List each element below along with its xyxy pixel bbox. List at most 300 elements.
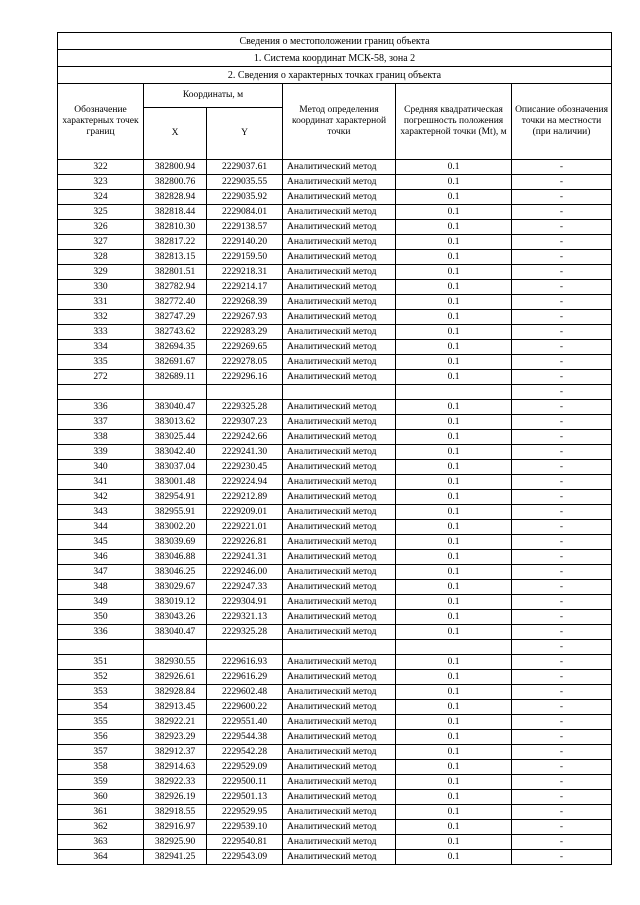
cell-point-id: 340 [58, 460, 144, 475]
cell-method: Аналитический метод [283, 700, 396, 715]
cell-point-id: 327 [58, 235, 144, 250]
cell-accuracy: 0.1 [396, 235, 512, 250]
cell-x: 382694.35 [144, 340, 207, 355]
cell-method: Аналитический метод [283, 400, 396, 415]
cell-y: 2229268.39 [207, 295, 283, 310]
table-row [58, 775, 612, 790]
cell-description: - [512, 730, 612, 745]
cell-x: 382923.29 [144, 730, 207, 745]
cell-accuracy: 0.1 [396, 250, 512, 265]
table-row [58, 580, 612, 595]
cell-x: 382772.40 [144, 295, 207, 310]
cell-accuracy: 0.1 [396, 745, 512, 760]
cell-method: Аналитический метод [283, 220, 396, 235]
cell-description: - [512, 430, 612, 445]
cell-point-id: 362 [58, 820, 144, 835]
table-row [58, 610, 612, 625]
table-row [58, 400, 612, 415]
table-row [58, 340, 612, 355]
cell-method: Аналитический метод [283, 175, 396, 190]
cell-x: 382922.33 [144, 775, 207, 790]
cell-point-id: 348 [58, 580, 144, 595]
cell-accuracy: 0.1 [396, 325, 512, 340]
cell-method: Аналитический метод [283, 730, 396, 745]
table-row [58, 565, 612, 580]
cell-description: - [512, 340, 612, 355]
cell-method: Аналитический метод [283, 760, 396, 775]
table-row [58, 520, 612, 535]
cell-description: - [512, 535, 612, 550]
table-row [58, 235, 612, 250]
cell-point-id: 345 [58, 535, 144, 550]
cell-point-id: 336 [58, 625, 144, 640]
cell-y: 2229304.91 [207, 595, 283, 610]
cell-y: 2229242.66 [207, 430, 283, 445]
cell-x: 383043.26 [144, 610, 207, 625]
cell-x: 382913.45 [144, 700, 207, 715]
cell-y: 2229529.09 [207, 760, 283, 775]
cell-point-id: 357 [58, 745, 144, 760]
section-heading: 2. Сведения о характерных точках границ объекта [58, 67, 612, 84]
cell-x: 382928.84 [144, 685, 207, 700]
cell-accuracy: 0.1 [396, 190, 512, 205]
cell-description: - [512, 325, 612, 340]
cell-accuracy: 0.1 [396, 670, 512, 685]
col-header-x: X [144, 108, 207, 160]
cell-method: Аналитический метод [283, 370, 396, 385]
cell-accuracy: 0.1 [396, 700, 512, 715]
cell-point-id: 360 [58, 790, 144, 805]
table-row [58, 310, 612, 325]
cell-point-id: 336 [58, 400, 144, 415]
cell-method: Аналитический метод [283, 775, 396, 790]
cell-method: Аналитический метод [283, 445, 396, 460]
cell-description: - [512, 220, 612, 235]
cell-method: Аналитический метод [283, 625, 396, 640]
cell-description: - [512, 445, 612, 460]
cell-point-id: 341 [58, 475, 144, 490]
cell-point-id: 359 [58, 775, 144, 790]
cell-x: 382925.90 [144, 835, 207, 850]
cell-description: - [512, 355, 612, 370]
cell-x: 382810.30 [144, 220, 207, 235]
table-row [58, 265, 612, 280]
cell-description: - [512, 610, 612, 625]
cell-accuracy: 0.1 [396, 835, 512, 850]
cell-x: 383019.12 [144, 595, 207, 610]
coordinate-system-heading: 1. Система координат МСК-58, зона 2 [58, 50, 612, 67]
cell-accuracy: 0.1 [396, 550, 512, 565]
cell-x: 383046.88 [144, 550, 207, 565]
cell-method: Аналитический метод [283, 160, 396, 175]
cell-accuracy: 0.1 [396, 730, 512, 745]
cell-accuracy: 0.1 [396, 490, 512, 505]
cell-method: Аналитический метод [283, 280, 396, 295]
cell-description: - [512, 670, 612, 685]
cell-point-id: 338 [58, 430, 144, 445]
cell-accuracy: 0.1 [396, 310, 512, 325]
table-row [58, 595, 612, 610]
cell-accuracy: 0.1 [396, 415, 512, 430]
cell-description: - [512, 205, 612, 220]
cell-y: 2229246.00 [207, 565, 283, 580]
cell-description: - [512, 685, 612, 700]
cell-y [207, 385, 283, 400]
cell-description: - [512, 460, 612, 475]
cell-y: 2229241.30 [207, 445, 283, 460]
cell-method: Аналитический метод [283, 805, 396, 820]
cell-y: 2229325.28 [207, 625, 283, 640]
cell-accuracy: 0.1 [396, 220, 512, 235]
col-header-point: Обозначение характерных точек границ [58, 84, 144, 160]
cell-method: Аналитический метод [283, 205, 396, 220]
cell-x: 383002.20 [144, 520, 207, 535]
cell-description: - [512, 655, 612, 670]
cell-accuracy: 0.1 [396, 580, 512, 595]
cell-method: Аналитический метод [283, 535, 396, 550]
cell-point-id: 339 [58, 445, 144, 460]
cell-description: - [512, 640, 612, 655]
cell-point-id: 350 [58, 610, 144, 625]
table-row [58, 250, 612, 265]
cell-y: 2229226.81 [207, 535, 283, 550]
cell-y: 2229140.20 [207, 235, 283, 250]
cell-accuracy: 0.1 [396, 175, 512, 190]
cell-description: - [512, 790, 612, 805]
col-header-y: Y [207, 108, 283, 160]
cell-accuracy: 0.1 [396, 520, 512, 535]
table-row [58, 715, 612, 730]
table-row [58, 205, 612, 220]
cell-accuracy: 0.1 [396, 805, 512, 820]
cell-x: 383029.67 [144, 580, 207, 595]
cell-point-id: 342 [58, 490, 144, 505]
cell-description: - [512, 775, 612, 790]
table-row [58, 475, 612, 490]
cell-accuracy: 0.1 [396, 160, 512, 175]
cell-description: - [512, 475, 612, 490]
cell-description: - [512, 385, 612, 400]
table-row [58, 760, 612, 775]
cell-point-id: 323 [58, 175, 144, 190]
cell-y: 2229616.29 [207, 670, 283, 685]
cell-method: Аналитический метод [283, 655, 396, 670]
cell-description: - [512, 550, 612, 565]
cell-y: 2229540.81 [207, 835, 283, 850]
cell-accuracy [396, 640, 512, 655]
cell-method: Аналитический метод [283, 355, 396, 370]
cell-accuracy: 0.1 [396, 775, 512, 790]
table-row [58, 370, 612, 385]
cell-point-id: 352 [58, 670, 144, 685]
table-row [58, 655, 612, 670]
table-row [58, 490, 612, 505]
cell-y: 2229501.13 [207, 790, 283, 805]
cell-y: 2229616.93 [207, 655, 283, 670]
cell-accuracy: 0.1 [396, 610, 512, 625]
table-row [58, 430, 612, 445]
cell-method: Аналитический метод [283, 235, 396, 250]
cell-point-id: 324 [58, 190, 144, 205]
cell-point-id [58, 640, 144, 655]
cell-x: 382916.97 [144, 820, 207, 835]
cell-description: - [512, 760, 612, 775]
cell-y: 2229247.33 [207, 580, 283, 595]
cell-method: Аналитический метод [283, 340, 396, 355]
cell-x: 382941.25 [144, 850, 207, 865]
cell-x: 382747.29 [144, 310, 207, 325]
table-row [58, 505, 612, 520]
table-row [58, 175, 612, 190]
cell-description: - [512, 190, 612, 205]
cell-x: 382954.91 [144, 490, 207, 505]
cell-point-id: 331 [58, 295, 144, 310]
cell-accuracy: 0.1 [396, 655, 512, 670]
cell-accuracy: 0.1 [396, 355, 512, 370]
cell-point-id: 355 [58, 715, 144, 730]
cell-x: 383046.25 [144, 565, 207, 580]
cell-accuracy: 0.1 [396, 265, 512, 280]
cell-method [283, 385, 396, 400]
cell-point-id [58, 385, 144, 400]
cell-point-id: 364 [58, 850, 144, 865]
cell-accuracy: 0.1 [396, 340, 512, 355]
cell-x: 382926.19 [144, 790, 207, 805]
cell-accuracy: 0.1 [396, 760, 512, 775]
cell-y: 2229278.05 [207, 355, 283, 370]
cell-point-id: 322 [58, 160, 144, 175]
table-row [58, 385, 612, 400]
cell-point-id: 325 [58, 205, 144, 220]
table-row [58, 700, 612, 715]
cell-method: Аналитический метод [283, 490, 396, 505]
table-row [58, 790, 612, 805]
cell-description: - [512, 265, 612, 280]
cell-accuracy: 0.1 [396, 715, 512, 730]
cell-method: Аналитический метод [283, 745, 396, 760]
cell-method: Аналитический метод [283, 475, 396, 490]
cell-method: Аналитический метод [283, 595, 396, 610]
cell-x: 382813.15 [144, 250, 207, 265]
cell-description: - [512, 235, 612, 250]
cell-point-id: 335 [58, 355, 144, 370]
cell-accuracy: 0.1 [396, 685, 512, 700]
cell-y: 2229212.89 [207, 490, 283, 505]
cell-accuracy: 0.1 [396, 820, 512, 835]
cell-x: 383042.40 [144, 445, 207, 460]
cell-x: 382828.94 [144, 190, 207, 205]
cell-description: - [512, 175, 612, 190]
cell-method: Аналитический метод [283, 415, 396, 430]
table-row [58, 550, 612, 565]
cell-y: 2229224.94 [207, 475, 283, 490]
cell-y: 2229209.01 [207, 505, 283, 520]
cell-description: - [512, 505, 612, 520]
cell-method: Аналитический метод [283, 310, 396, 325]
cell-point-id: 354 [58, 700, 144, 715]
cell-description: - [512, 625, 612, 640]
table-row [58, 280, 612, 295]
cell-description: - [512, 580, 612, 595]
cell-x: 383013.62 [144, 415, 207, 430]
cell-accuracy: 0.1 [396, 280, 512, 295]
cell-description: - [512, 805, 612, 820]
cell-method: Аналитический метод [283, 250, 396, 265]
cell-y: 2229539.10 [207, 820, 283, 835]
table-row [58, 745, 612, 760]
cell-y: 2229500.11 [207, 775, 283, 790]
cell-y: 2229543.09 [207, 850, 283, 865]
cell-y: 2229035.92 [207, 190, 283, 205]
cell-point-id: 347 [58, 565, 144, 580]
cell-description: - [512, 160, 612, 175]
cell-x: 383040.47 [144, 400, 207, 415]
cell-method: Аналитический метод [283, 505, 396, 520]
cell-method: Аналитический метод [283, 325, 396, 340]
cell-method: Аналитический метод [283, 265, 396, 280]
table-row [58, 445, 612, 460]
cell-method: Аналитический метод [283, 550, 396, 565]
cell-method: Аналитический метод [283, 190, 396, 205]
table-row [58, 640, 612, 655]
cell-accuracy: 0.1 [396, 295, 512, 310]
cell-point-id: 272 [58, 370, 144, 385]
cell-point-id: 361 [58, 805, 144, 820]
table-row [58, 460, 612, 475]
table-row [58, 835, 612, 850]
cell-x: 382912.37 [144, 745, 207, 760]
cell-x: 382914.63 [144, 760, 207, 775]
cell-description: - [512, 310, 612, 325]
table-row [58, 355, 612, 370]
cell-x: 383040.47 [144, 625, 207, 640]
cell-method: Аналитический метод [283, 580, 396, 595]
cell-point-id: 328 [58, 250, 144, 265]
cell-y: 2229551.40 [207, 715, 283, 730]
cell-y: 2229241.31 [207, 550, 283, 565]
cell-point-id: 337 [58, 415, 144, 430]
table-row [58, 415, 612, 430]
cell-x [144, 640, 207, 655]
cell-y: 2229283.29 [207, 325, 283, 340]
table-row [58, 220, 612, 235]
cell-y: 2229269.65 [207, 340, 283, 355]
cell-accuracy: 0.1 [396, 595, 512, 610]
cell-description: - [512, 745, 612, 760]
cell-accuracy: 0.1 [396, 460, 512, 475]
cell-accuracy [396, 385, 512, 400]
cell-y: 2229544.38 [207, 730, 283, 745]
boundary-points-document [57, 32, 611, 865]
cell-x: 383025.44 [144, 430, 207, 445]
cell-x: 382955.91 [144, 505, 207, 520]
cell-y: 2229035.55 [207, 175, 283, 190]
cell-x: 382922.21 [144, 715, 207, 730]
cell-point-id: 356 [58, 730, 144, 745]
cell-accuracy: 0.1 [396, 850, 512, 865]
cell-description: - [512, 250, 612, 265]
cell-method: Аналитический метод [283, 685, 396, 700]
cell-y: 2229138.57 [207, 220, 283, 235]
col-header-accuracy: Средняя квадратическая погрешность положения характерной точки (Mt), м [396, 84, 512, 160]
cell-description: - [512, 490, 612, 505]
cell-y: 2229602.48 [207, 685, 283, 700]
cell-description: - [512, 700, 612, 715]
cell-method: Аналитический метод [283, 565, 396, 580]
cell-point-id: 353 [58, 685, 144, 700]
cell-point-id: 358 [58, 760, 144, 775]
cell-y: 2229221.01 [207, 520, 283, 535]
cell-description: - [512, 370, 612, 385]
cell-accuracy: 0.1 [396, 535, 512, 550]
cell-x: 382930.55 [144, 655, 207, 670]
cell-y: 2229529.95 [207, 805, 283, 820]
col-header-method: Метод определения координат характерной точки [283, 84, 396, 160]
cell-description: - [512, 415, 612, 430]
cell-y [207, 640, 283, 655]
cell-x: 382689.11 [144, 370, 207, 385]
col-header-description: Описание обозначения точки на местности (при наличии) [512, 84, 612, 160]
cell-y: 2229084.01 [207, 205, 283, 220]
cell-point-id: 351 [58, 655, 144, 670]
cell-accuracy: 0.1 [396, 430, 512, 445]
cell-point-id: 326 [58, 220, 144, 235]
cell-description: - [512, 715, 612, 730]
cell-accuracy: 0.1 [396, 790, 512, 805]
cell-method: Аналитический метод [283, 790, 396, 805]
cell-description: - [512, 595, 612, 610]
table-row [58, 625, 612, 640]
cell-y: 2229159.50 [207, 250, 283, 265]
cell-x: 382782.94 [144, 280, 207, 295]
cell-y: 2229230.45 [207, 460, 283, 475]
table-row [58, 190, 612, 205]
cell-accuracy: 0.1 [396, 370, 512, 385]
cell-point-id: 349 [58, 595, 144, 610]
cell-point-id: 330 [58, 280, 144, 295]
cell-accuracy: 0.1 [396, 625, 512, 640]
cell-y: 2229296.16 [207, 370, 283, 385]
cell-description: - [512, 280, 612, 295]
cell-point-id: 332 [58, 310, 144, 325]
cell-y: 2229218.31 [207, 265, 283, 280]
table-row [58, 325, 612, 340]
cell-method: Аналитический метод [283, 295, 396, 310]
table-row [58, 850, 612, 865]
boundary-points-table [57, 32, 612, 865]
cell-method: Аналитический метод [283, 610, 396, 625]
cell-accuracy: 0.1 [396, 445, 512, 460]
cell-point-id: 333 [58, 325, 144, 340]
cell-y: 2229321.13 [207, 610, 283, 625]
cell-point-id: 329 [58, 265, 144, 280]
table-body [58, 160, 612, 865]
cell-x: 382743.62 [144, 325, 207, 340]
cell-x: 382818.44 [144, 205, 207, 220]
table-row [58, 535, 612, 550]
document-title: Сведения о местоположении границ объекта [58, 33, 612, 50]
cell-x: 383039.69 [144, 535, 207, 550]
cell-method: Аналитический метод [283, 715, 396, 730]
cell-y: 2229307.23 [207, 415, 283, 430]
cell-x: 382918.55 [144, 805, 207, 820]
cell-point-id: 334 [58, 340, 144, 355]
cell-y: 2229214.17 [207, 280, 283, 295]
table-row [58, 685, 612, 700]
table-row [58, 670, 612, 685]
table-row [58, 820, 612, 835]
table-row [58, 730, 612, 745]
